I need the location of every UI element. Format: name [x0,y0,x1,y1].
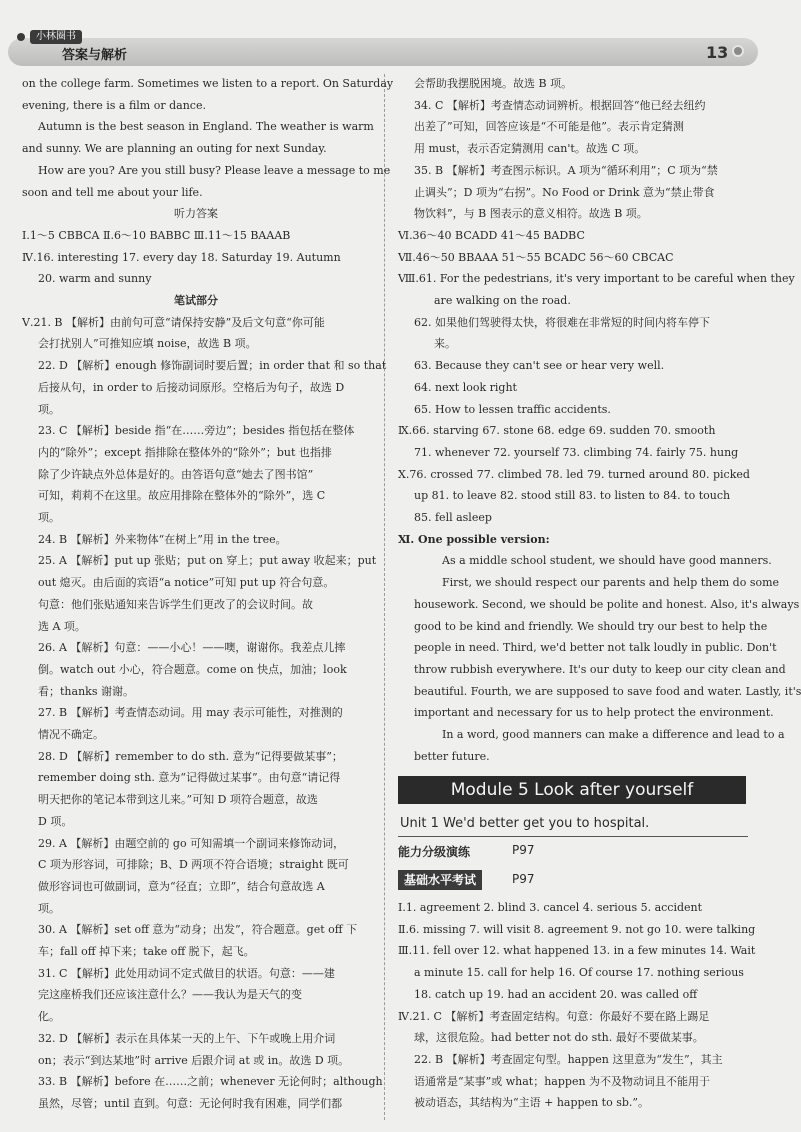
basic-label: 基础水平考试 [398,870,482,890]
text-line: Autumn is the best season in England. The weather is warm [38,120,374,134]
text-line: How are you? Are you still busy? Please leave a message to me [38,163,391,177]
text-line: 后接从句，in order to 后接动词原形。空格后为句子，故选 D [38,380,345,394]
text-line: 29. A 【解析】由题空前的 go 可知需填一个副词来修饰动词， [38,836,345,850]
text-line: 32. D 【解析】表示在具体某一天的上午、下午或晚上用介词 [38,1031,336,1045]
text-line: 句意：他们张贴通知来告诉学生们更改了的会议时间。故 [38,597,313,611]
ability-page: P97 [512,843,535,857]
text-line: Ⅳ.21. C 【解析】考查固定结构。句意：你最好不要在路上踢足 [398,1009,710,1023]
text-line: 语通常是“某事”或 what；happen 为不及物动词且不能用于 [414,1074,711,1088]
text-line: soon and tell me about your life. [22,185,203,199]
text-line: evening, there is a film or dance. [22,98,206,112]
text-line: 项。 [38,511,60,524]
text-line: people in need. Third, we'd better not talk loudly in public. Don't [414,641,777,655]
text-line: throw rubbish everywhere. It's our duty to keep our city clean and [414,662,786,676]
text-line: 选 A 项。 [38,619,86,633]
text-line: 20. warm and sunny [38,272,152,286]
text-line: better future. [414,749,490,763]
text-line: 听力答案 [174,207,218,221]
text-line: 球，这很危险。had better not do sth. 最好不要做某事。 [414,1031,704,1045]
text-line: 明天把你的笔记本带到这儿来。”可知 D 项符合题意，故选 [38,793,318,807]
text-line: 除了少许缺点外总体是好的。由答语句意“她去了图书馆” [38,467,314,481]
text-line: 内的“除外”；except 指排除在整体外的“除外”；but 也指排 [38,445,332,459]
text-line: are walking on the road. [434,294,571,307]
text-line: Ⅹ.76. crossed 77. climbed 78. led 79. turned around 80. picked [398,467,750,481]
text-line: Ⅶ.46～50 BBAAA 51～55 BCADC 56～60 CBCAC [398,250,674,264]
text-line: 65. How to lessen traffic accidents. [414,402,611,416]
text-line: 看；thanks 谢谢。 [38,684,134,698]
text-line: 用 must，表示否定猜测用 can't。故选 C 项。 [414,142,646,156]
text-line: In a word, good manners can make a difference and lead to a [442,728,785,741]
text-line: 虽然，尽管；until 直到。句意：无论何时我有困难，同学们都 [38,1096,343,1110]
text-line: 71. whenever 72. yourself 73. climbing 74. fairly 75. hung [414,445,739,459]
text-line: on；表示“到达某地”时 arrive 后跟介词 at 或 in。故选 D 项。 [38,1053,350,1067]
publisher-tag: 小林圈书 [30,30,82,44]
text-line: Ⅷ.61. For the pedestrians, it's very important to be careful when they [398,272,795,286]
text-line: 27. B 【解析】考查情态动词。用 may 表示可能性，对推测的 [38,706,343,720]
ability-label: 能力分级演练 [398,845,471,859]
text-line: Ⅱ.6. missing 7. will visit 8. agreement 9. not go 10. were talking [398,922,756,936]
text-line: Ⅴ.21. B 【解析】由前句可意“请保持安静”及后文句意“你可能 [22,315,325,329]
text-line: 64. next look right [414,380,517,394]
text-line: Ⅵ.36～40 BCADD 41～45 BADBC [398,228,585,242]
text-line: out 熄灭。由后面的宾语“a notice”可知 put up 符合句意。 [38,576,335,590]
text-line: up 81. to leave 82. stood still 83. to listen to 84. to touch [414,489,731,503]
column-divider [384,74,385,1120]
text-line: 62. 如果他们驾驶得太快，将很难在非常短的时间内将车停下 [414,315,710,329]
text-line: 情况不确定。 [38,728,104,741]
text-line: 23. C 【解析】beside 指“在……旁边”；besides 指包括在整体 [38,424,355,438]
text-line: 化。 [38,1010,60,1024]
text-line: 25. A 【解析】put up 张贴；put on 穿上；put away 收起来；put [38,554,377,568]
text-line: 会帮助我摆脱困境。故选 B 项。 [414,77,573,90]
text-line: First, we should respect our parents and help them do some [442,576,780,590]
text-line: 28. D 【解析】remember to do sth. 意为“记得要做某事”； [38,749,343,763]
text-line: 85. fell asleep [414,511,492,524]
text-line: Ⅺ. One possible version: [398,532,550,546]
header-title: 答案与解析 [62,48,128,63]
module-title: Module 5 Look after yourself [398,776,746,804]
text-line: important and necessary for us to help protect the environment. [414,706,774,720]
text-line: 26. A 【解析】句意：——小心！——噢，谢谢你。我差点儿摔 [38,641,346,655]
text-line: housework. Second, we should be polite and honest. Also, it's always [414,597,800,611]
text-line: 出差了”可知，回答应该是“不可能是他”。表示肯定猜测 [414,120,684,134]
text-line: 18. catch up 19. had an accident 20. was called off [414,987,698,1001]
text-line: D 项。 [38,814,73,828]
text-line: Ⅳ.16. interesting 17. every day 18. Saturday 19. Autumn [22,250,341,264]
text-line: 35. B 【解析】考查图示标识。A 项为“循环利用”；C 项为“禁 [414,163,718,177]
text-line: remember doing sth. 意为“记得做过某事”。由句意“请记得 [38,771,341,785]
text-line: and sunny. We are planning an outing for next Sunday. [22,142,327,156]
text-line: 做形容词也可做副词，意为“径直；立即”，结合句意故选 A [38,879,325,893]
text-line: 63. Because they can't see or hear very well. [414,359,665,373]
text-line: 被动语态，其结构为“主语 + happen to sb.”。 [414,1096,649,1110]
text-line: C 项为形容词，可排除；B、D 两项不符合语境；straight 既可 [38,858,349,872]
text-line: 物饮料”，与 B 图表示的意义相符。故选 B 项。 [414,207,648,221]
text-line: 来。 [434,337,456,351]
text-line: Ⅲ.11. fell over 12. what happened 13. in a few minutes 14. Wait [398,944,756,958]
text-line: 项。 [38,402,60,416]
text-line: 可知，莉莉不在这里。故应用排除在整体外的“除外”，选 C [38,489,326,503]
header-dot-icon [17,33,25,41]
unit-title: Unit 1 We'd better get you to hospital. [398,814,748,837]
text-line: 项。 [38,901,60,915]
text-line: 31. C 【解析】此处用动词不定式做目的状语。句意：——建 [38,966,335,980]
text-line: 24. B 【解析】外来物体“在树上”用 in the tree。 [38,532,287,546]
text-line: a minute 15. call for help 16. Of course 17. nothing serious [414,966,744,980]
text-line: 倒。watch out 小心，符合题意。come on 快点，加油；look [38,662,347,676]
text-line: 33. B 【解析】before 在……之前；whenever 无论何时；although [38,1075,383,1089]
text-line: 22. D 【解析】enough 修饰副词时要后置；in order that 和 so that [38,359,387,373]
text-line: 笔试部分 [174,294,218,307]
text-line: Ⅰ.1～5 CBBCA Ⅱ.6～10 BABBC Ⅲ.11～15 BAAAB [22,228,291,242]
text-line: 会打扰别人”可推知应填 noise，故选 B 项。 [38,337,257,351]
text-line: Ⅸ.66. starving 67. stone 68. edge 69. sudden 70. smooth [398,424,716,438]
page-dot-icon [732,45,744,57]
text-line: As a middle school student, we should have good manners. [442,554,772,568]
text-line: 34. C 【解析】考查情态动词辨析。根据回答“他已经去纽约 [414,98,706,112]
text-line: beautiful. Fourth, we are supposed to save food and water. Lastly, it's [414,684,801,698]
text-line: 完这座桥我们还应该注意什么？——我认为是天气的变 [38,988,302,1002]
basic-page: P97 [512,872,535,886]
text-line: 30. A 【解析】set off 意为“动身；出发”，符合题意。get off 下 [38,923,358,937]
page-number: 13 [706,43,729,62]
text-line: good to be kind and friendly. We should try our best to help the [414,619,768,633]
text-line: on the college farm. Sometimes we listen to a report. On Saturday [22,77,394,90]
text-line: Ⅰ.1. agreement 2. blind 3. cancel 4. serious 5. accident [398,901,703,914]
text-line: 22. B 【解析】考查固定句型。happen 这里意为“发生”，其主 [414,1052,723,1066]
text-line: 车；fall off 掉下来；take off 脱下，起飞。 [38,945,255,958]
text-line: 止调头”；D 项为“右拐”。No Food or Drink 意为“禁止带食 [414,185,715,199]
